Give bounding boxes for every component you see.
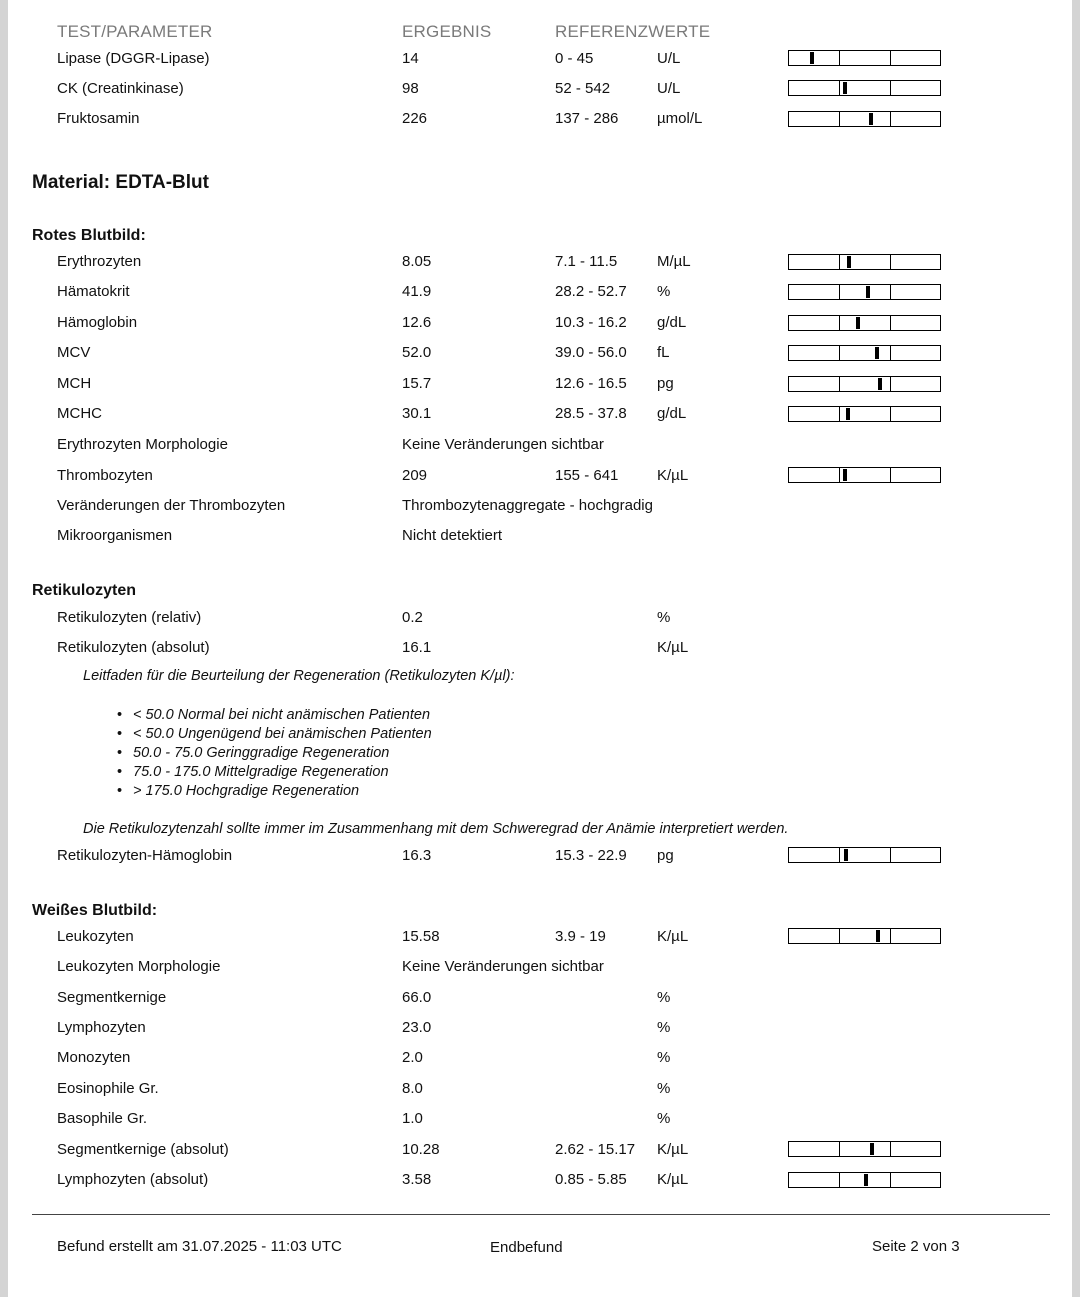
test-value: 226 xyxy=(402,110,428,127)
test-name: Erythrozyten xyxy=(57,253,142,270)
test-value: 10.28 xyxy=(402,1141,440,1158)
range-marker xyxy=(856,317,860,329)
test-unit: K/µL xyxy=(657,1171,689,1188)
range-marker xyxy=(810,52,814,64)
report-created-date: Befund erstellt am 31.07.2025 - 11:03 UTC xyxy=(57,1238,342,1255)
range-bar xyxy=(788,847,941,863)
test-name: MCH xyxy=(57,375,92,392)
test-unit: % xyxy=(657,1080,671,1097)
test-name: Leukozyten xyxy=(57,928,134,945)
range-marker xyxy=(876,930,880,942)
test-value: 52.0 xyxy=(402,344,432,361)
test-value: 8.0 xyxy=(402,1080,423,1097)
footer-divider xyxy=(32,1214,1050,1215)
test-value: 209 xyxy=(402,467,428,484)
test-value: 0.2 xyxy=(402,609,423,626)
range-marker xyxy=(878,378,882,390)
test-unit: % xyxy=(657,1110,671,1127)
test-name: Hämatokrit xyxy=(57,283,130,300)
test-name: CK (Creatinkinase) xyxy=(57,80,184,97)
test-range: 12.6 - 16.5 xyxy=(555,375,627,392)
test-value: 12.6 xyxy=(402,314,432,331)
material-heading: Material: EDTA-Blut xyxy=(32,172,209,193)
range-bar xyxy=(788,315,941,331)
test-name: Retikulozyten (absolut) xyxy=(57,639,210,656)
test-range: 39.0 - 56.0 xyxy=(555,344,627,361)
test-value: Thrombozytenaggregate - hochgradig xyxy=(402,497,653,514)
test-value: 1.0 xyxy=(402,1110,423,1127)
range-marker xyxy=(843,469,847,481)
header-reference: REFERENZWERTE xyxy=(555,22,711,41)
test-unit: U/L xyxy=(657,80,681,97)
test-value: 15.7 xyxy=(402,375,432,392)
report-page xyxy=(8,0,1072,1297)
test-value: 16.3 xyxy=(402,847,432,864)
test-value: Keine Veränderungen sichtbar xyxy=(402,958,604,975)
range-bar xyxy=(788,467,941,483)
test-range: 52 - 542 xyxy=(555,80,611,97)
guide-item: • > 175.0 Hochgradige Regeneration xyxy=(133,783,359,799)
test-value: 66.0 xyxy=(402,989,432,1006)
section-title-reticulocytes: Retikulozyten xyxy=(32,582,137,599)
test-range: 137 - 286 xyxy=(555,110,619,127)
test-range: 28.2 - 52.7 xyxy=(555,283,627,300)
test-unit: K/µL xyxy=(657,928,689,945)
guide-item: • 50.0 - 75.0 Geringgradige Regeneration xyxy=(133,745,389,761)
test-name: Lymphozyten (absolut) xyxy=(57,1171,209,1188)
range-bar xyxy=(788,928,941,944)
test-name: Lymphozyten xyxy=(57,1019,146,1036)
test-unit: K/µL xyxy=(657,1141,689,1158)
test-name: Leukozyten Morphologie xyxy=(57,958,221,975)
test-unit: g/dL xyxy=(657,405,687,422)
test-unit: pg xyxy=(657,847,674,864)
test-name: Mikroorganismen xyxy=(57,527,173,544)
test-name: Retikulozyten (relativ) xyxy=(57,609,202,626)
test-unit: K/µL xyxy=(657,639,689,656)
test-unit: % xyxy=(657,989,671,1006)
range-marker xyxy=(870,1143,874,1155)
test-value: 98 xyxy=(402,80,419,97)
range-bar xyxy=(788,254,941,270)
guide-item: • < 50.0 Ungenügend bei anämischen Patienten xyxy=(133,726,432,742)
range-bar xyxy=(788,1172,941,1188)
test-value: 16.1 xyxy=(402,639,432,656)
guide-item: • 75.0 - 175.0 Mittelgradige Regeneration xyxy=(133,764,389,780)
test-name: MCV xyxy=(57,344,91,361)
test-range: 15.3 - 22.9 xyxy=(555,847,627,864)
regeneration-guide-title: Leitfaden für die Beurteilung der Regeneration (Retikulozyten K/µl): xyxy=(83,668,515,684)
test-unit: µmol/L xyxy=(657,110,703,127)
test-name: Eosinophile Gr. xyxy=(57,1080,159,1097)
test-range: 7.1 - 11.5 xyxy=(555,253,618,270)
test-value: 3.58 xyxy=(402,1171,432,1188)
test-unit: % xyxy=(657,283,671,300)
test-name: Monozyten xyxy=(57,1049,131,1066)
test-name: Retikulozyten-Hämoglobin xyxy=(57,847,233,864)
range-bar xyxy=(788,345,941,361)
test-range: 155 - 641 xyxy=(555,467,619,484)
header-result: ERGEBNIS xyxy=(402,22,492,41)
range-bar xyxy=(788,376,941,392)
test-range: 0.85 - 5.85 xyxy=(555,1171,627,1188)
range-marker xyxy=(847,256,851,268)
range-bar xyxy=(788,1141,941,1157)
range-marker xyxy=(875,347,879,359)
test-range: 3.9 - 19 xyxy=(555,928,606,945)
test-value: 14 xyxy=(402,50,419,67)
range-marker xyxy=(843,82,847,94)
test-value: Keine Veränderungen sichtbar xyxy=(402,436,604,453)
range-bar xyxy=(788,50,941,66)
range-bar xyxy=(788,284,941,300)
test-name: Thrombozyten xyxy=(57,467,153,484)
test-name: Hämoglobin xyxy=(57,314,138,331)
test-range: 28.5 - 37.8 xyxy=(555,405,627,422)
test-value: Nicht detektiert xyxy=(402,527,503,544)
test-name: Erythrozyten Morphologie xyxy=(57,436,228,453)
test-range: 0 - 45 xyxy=(555,50,594,67)
range-marker xyxy=(866,286,870,298)
range-marker xyxy=(846,408,850,420)
test-name: Segmentkernige (absolut) xyxy=(57,1141,229,1158)
test-range: 2.62 - 15.17 xyxy=(555,1141,636,1158)
range-bar xyxy=(788,406,941,422)
test-name: Veränderungen der Thrombozyten xyxy=(57,497,286,514)
section-title-white: Weißes Blutbild: xyxy=(32,902,158,919)
test-value: 2.0 xyxy=(402,1049,423,1066)
range-marker xyxy=(844,849,848,861)
range-marker xyxy=(864,1174,868,1186)
range-bar xyxy=(788,111,941,127)
section-title-red: Rotes Blutbild: xyxy=(32,227,146,244)
test-name: MCHC xyxy=(57,405,102,422)
test-unit: % xyxy=(657,1049,671,1066)
test-unit: g/dL xyxy=(657,314,687,331)
test-unit: M/µL xyxy=(657,253,691,270)
test-unit: % xyxy=(657,609,671,626)
test-unit: % xyxy=(657,1019,671,1036)
test-name: Segmentkernige xyxy=(57,989,167,1006)
test-value: 41.9 xyxy=(402,283,432,300)
regeneration-note: Die Retikulozytenzahl sollte immer im Zusammenhang mit dem Schweregrad der Anämie interpretiert werden. xyxy=(83,821,789,837)
page-number: Seite 2 von 3 xyxy=(872,1238,960,1255)
test-unit: fL xyxy=(657,344,670,361)
test-unit: pg xyxy=(657,375,674,392)
range-bar xyxy=(788,80,941,96)
test-name: Basophile Gr. xyxy=(57,1110,148,1127)
test-unit: U/L xyxy=(657,50,681,67)
test-value: 30.1 xyxy=(402,405,432,422)
report-status: Endbefund xyxy=(490,1239,563,1256)
guide-item: • < 50.0 Normal bei nicht anämischen Patienten xyxy=(133,707,430,723)
test-range: 10.3 - 16.2 xyxy=(555,314,627,331)
test-value: 8.05 xyxy=(402,253,432,270)
test-value: 15.58 xyxy=(402,928,440,945)
test-name: Lipase (DGGR-Lipase) xyxy=(57,50,210,67)
test-name: Fruktosamin xyxy=(57,110,140,127)
test-value: 23.0 xyxy=(402,1019,432,1036)
test-unit: K/µL xyxy=(657,467,689,484)
header-test: TEST/PARAMETER xyxy=(57,22,213,41)
range-marker xyxy=(869,113,873,125)
